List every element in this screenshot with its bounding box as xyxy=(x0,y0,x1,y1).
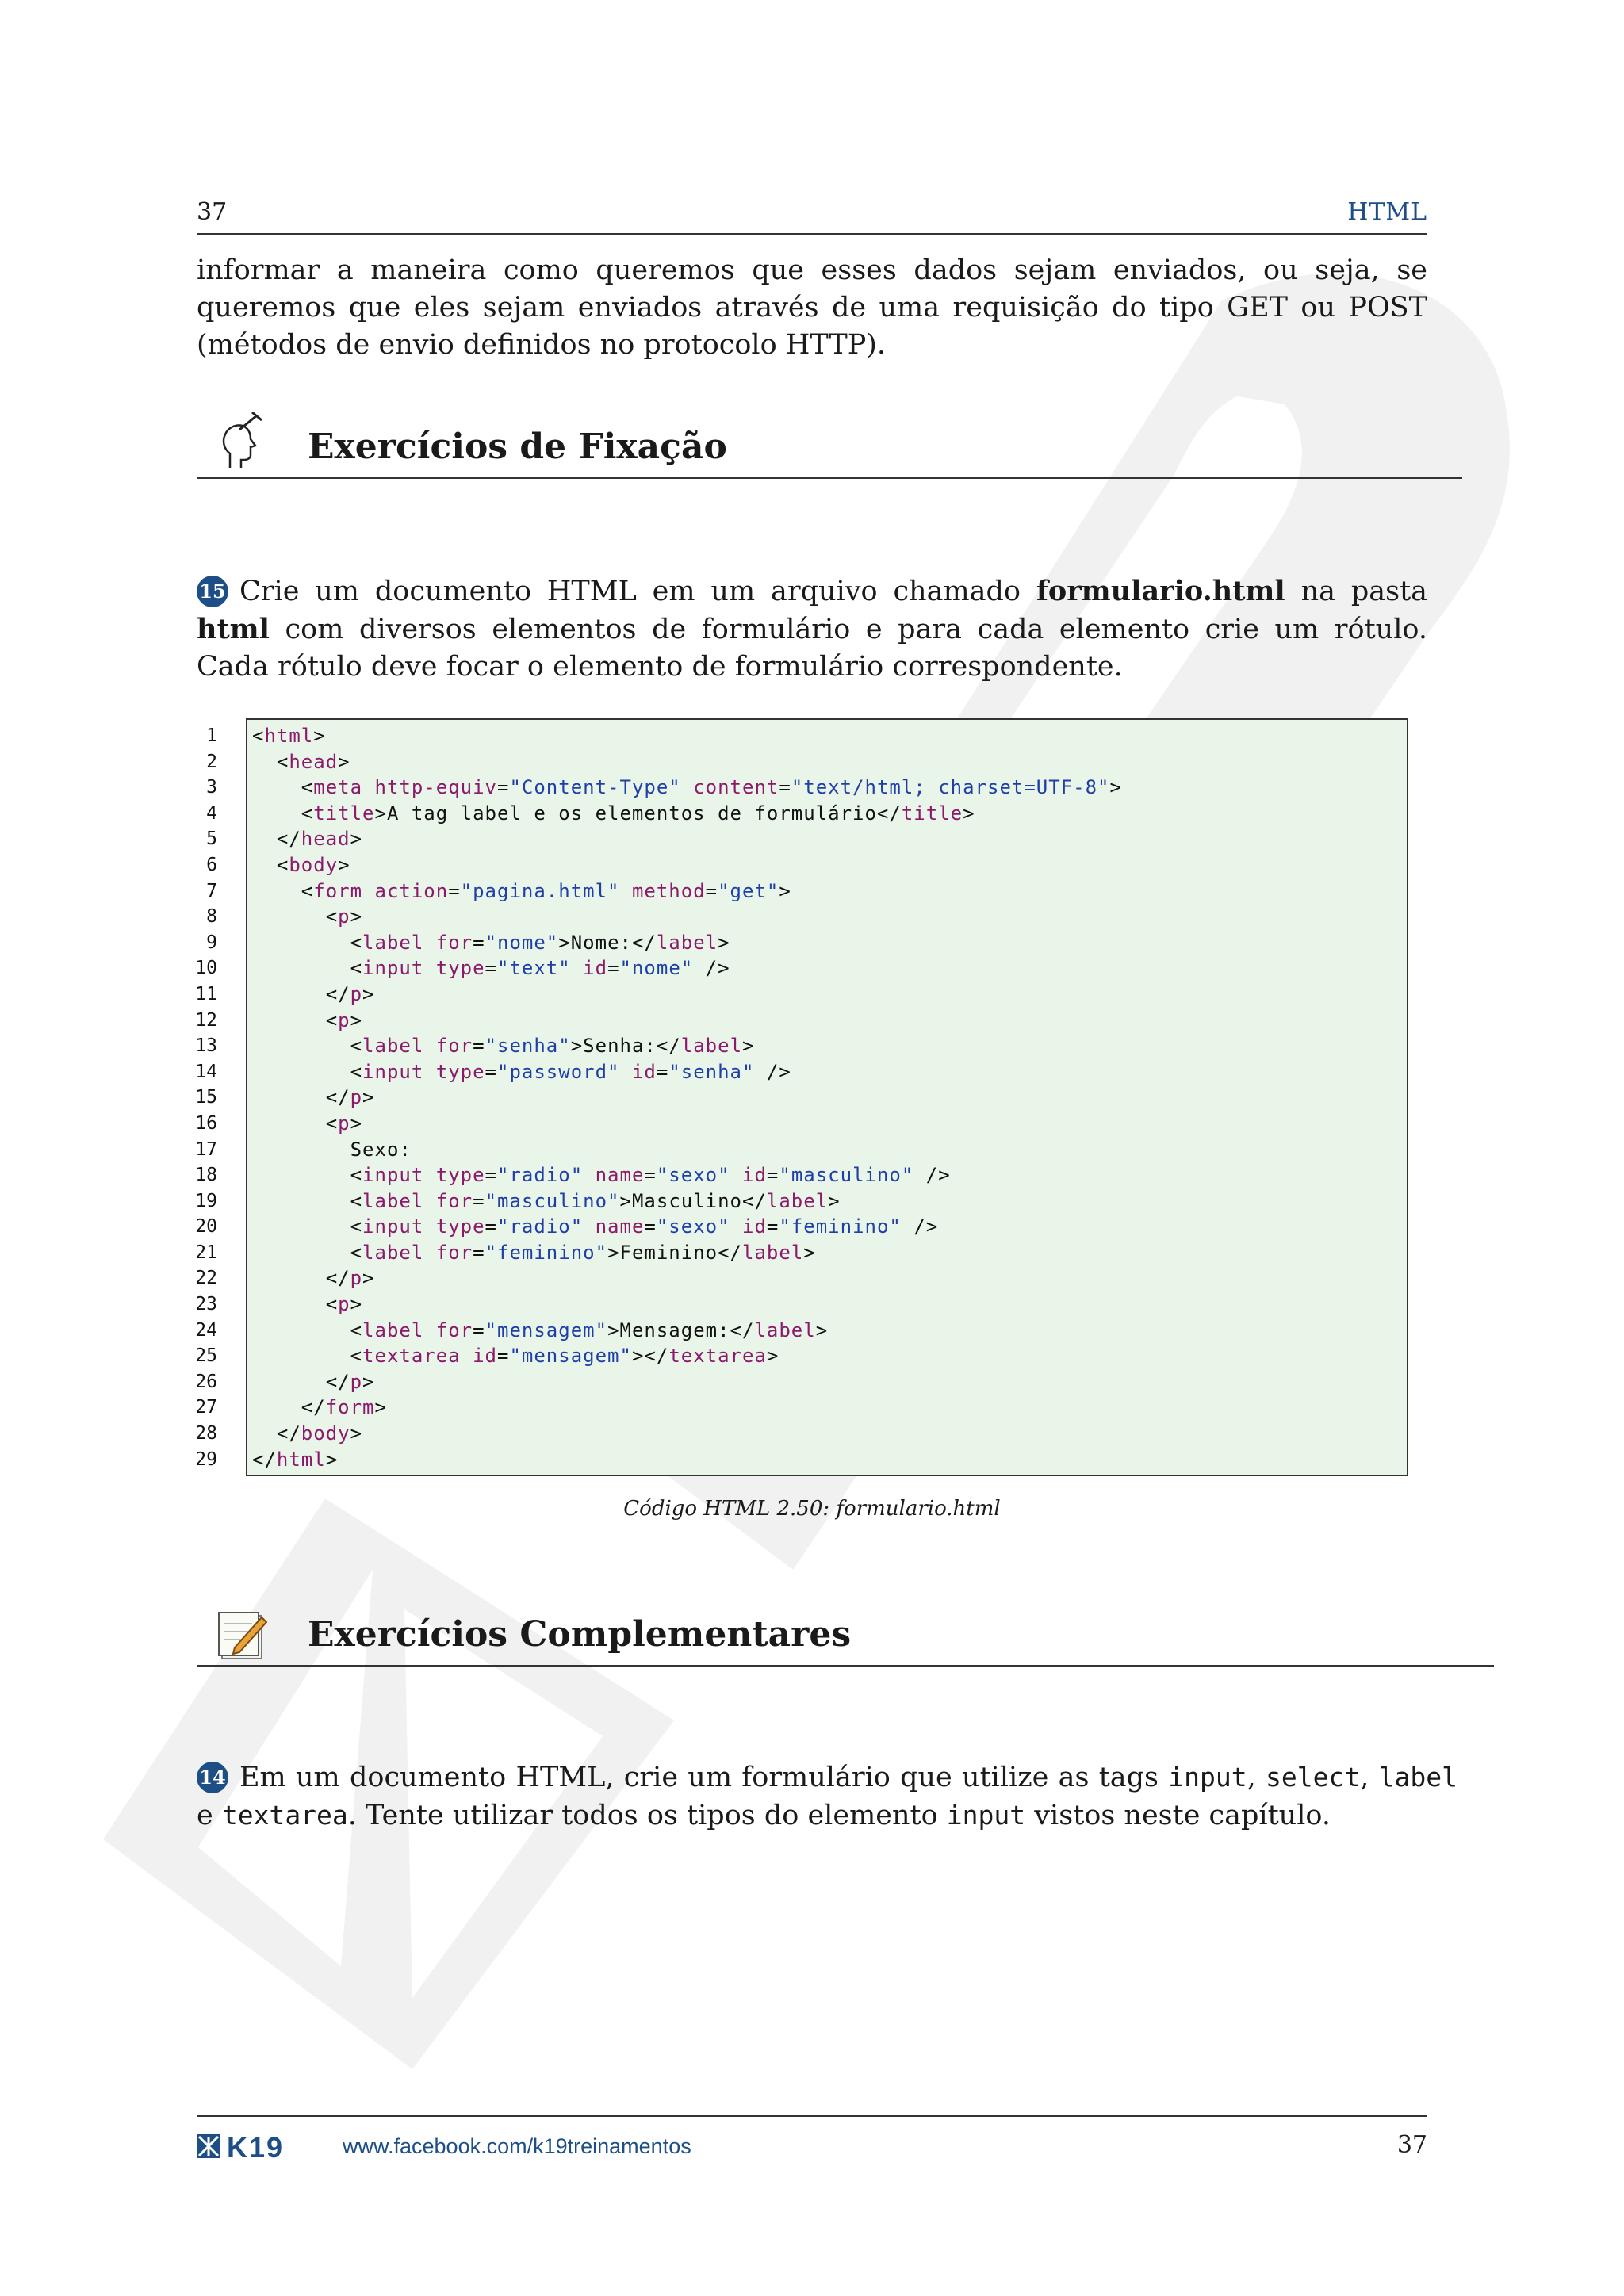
code-line: <label for="mensagem">Mensagem:</label> xyxy=(252,1318,829,1341)
code-line: <label for="masculino">Masculino</label> xyxy=(252,1189,841,1212)
footer-url[interactable]: www.facebook.com/k19treinamentos xyxy=(343,2134,691,2158)
code-line-number: 23 xyxy=(195,1294,217,1315)
notepad-pencil-icon xyxy=(213,1605,276,1668)
code-line: <label for="nome">Nome:</label> xyxy=(252,931,730,954)
code-line-number: 16 xyxy=(195,1112,217,1134)
footer-page-number: 37 xyxy=(1396,2131,1427,2159)
exercise-15 xyxy=(197,572,1427,686)
code-term: input xyxy=(946,1800,1026,1831)
code-line: <title>A tag label e os elementos de formulário</title> xyxy=(252,802,975,825)
intro-paragraph: informar a maneira como queremos que esses dados sejam enviados, ou seja, se queremos que eles sejam enviados através de uma requisição do tipo GET ou POST (métodos de envio definidos no protocolo HTTP). xyxy=(197,254,1427,361)
code-line: </p> xyxy=(252,1086,375,1109)
code-line: </body> xyxy=(252,1422,363,1445)
folder-name: html xyxy=(197,613,270,645)
code-line: <head> xyxy=(252,750,350,773)
code-line: <input type="text" id="nome" /> xyxy=(252,957,730,980)
code-line-number: 19 xyxy=(195,1190,217,1211)
code-line: <body> xyxy=(252,853,350,876)
code-line-number: 12 xyxy=(195,1009,217,1031)
code-line-number: 24 xyxy=(195,1319,217,1341)
code-line-number: 18 xyxy=(195,1165,217,1186)
exercise-text: , xyxy=(1360,1762,1379,1793)
file-name: formulario.html xyxy=(1036,575,1285,607)
head-hammer-icon xyxy=(213,412,276,476)
code-line-number: 27 xyxy=(195,1397,217,1418)
code-line-number: 26 xyxy=(195,1371,217,1392)
code-line: </p> xyxy=(252,1267,375,1290)
code-line: <form action="pagina.html" method="get"> xyxy=(252,879,791,902)
section-complementares xyxy=(197,1614,1494,1667)
code-line-number: 13 xyxy=(195,1035,217,1057)
code-line-number: 15 xyxy=(195,1087,217,1108)
exercise-text: , xyxy=(1247,1762,1266,1793)
code-line-number: 29 xyxy=(195,1448,217,1470)
exercise-text: e xyxy=(197,1800,222,1831)
code-line-number: 20 xyxy=(195,1216,217,1238)
code-line-number: 21 xyxy=(195,1242,217,1263)
svg-text:K19: K19 xyxy=(227,2133,285,2161)
code-line: <html> xyxy=(252,725,326,747)
code-line: <p> xyxy=(252,1008,363,1031)
code-line-numbers xyxy=(173,723,217,1472)
code-line-number: 4 xyxy=(206,802,217,824)
code-term: label xyxy=(1378,1762,1457,1793)
exercise-number-badge: 15 xyxy=(197,576,228,607)
section-title: Exercícios de Fixação xyxy=(308,427,727,467)
header-chapter-title: HTML xyxy=(1347,198,1427,226)
code-line: </html> xyxy=(252,1448,339,1471)
code-line-number: 3 xyxy=(206,777,217,798)
code-line-number: 22 xyxy=(195,1268,217,1289)
code-line: </p> xyxy=(252,982,375,1005)
code-line-number: 28 xyxy=(195,1423,217,1445)
exercise-text: Crie um documento HTML em um arquivo chamado xyxy=(239,576,1036,607)
code-line-number: 17 xyxy=(195,1138,217,1160)
exercise-14 xyxy=(197,1758,1457,1835)
code-line: <meta http-equiv="Content-Type" content="text/html; charset=UTF-8"> xyxy=(252,776,1122,799)
code-line-number: 5 xyxy=(206,828,217,850)
page-footer xyxy=(197,2115,1427,2161)
code-caption: Código HTML 2.50: formulario.html xyxy=(623,1497,1001,1521)
code-line-number: 14 xyxy=(195,1061,217,1082)
code-line: <label for="feminino">Feminino</label> xyxy=(252,1241,816,1264)
code-line-number: 6 xyxy=(206,854,217,875)
code-term: textarea xyxy=(221,1800,348,1831)
section-fixacao xyxy=(197,427,1462,479)
code-line: </form> xyxy=(252,1396,387,1419)
exercise-text: . Tente utilizar todos os tipos do elemento xyxy=(347,1800,947,1831)
header-page-number: 37 xyxy=(197,198,228,226)
code-line: Sexo: xyxy=(252,1138,412,1161)
code-line-number: 2 xyxy=(206,751,217,772)
exercise-text: com diversos elementos de formulário e para cada elemento crie um rótulo. Cada rótulo deve focar o elemento de formulário correspondente. xyxy=(197,614,1427,683)
code-line: <input type="password" id="senha" /> xyxy=(252,1060,791,1083)
code-line-number: 25 xyxy=(195,1345,217,1367)
code-line: <p> xyxy=(252,905,363,928)
code-line: <p> xyxy=(252,1112,363,1135)
code-line-number: 11 xyxy=(195,983,217,1004)
code-line: <p> xyxy=(252,1293,363,1316)
code-lines xyxy=(252,723,1122,1472)
code-line: </p> xyxy=(252,1370,375,1393)
code-term: select xyxy=(1266,1762,1361,1793)
code-term: input xyxy=(1168,1762,1247,1793)
code-line-number: 9 xyxy=(206,932,217,953)
code-line: </head> xyxy=(252,828,363,851)
exercise-text: na pasta xyxy=(1285,576,1428,607)
page-header xyxy=(197,198,1427,235)
code-line: <input type="radio" name="sexo" id="feminino" /> xyxy=(252,1215,939,1238)
section-title: Exercícios Complementares xyxy=(308,1614,852,1655)
code-line: <label for="senha">Senha:</label> xyxy=(252,1035,755,1058)
k19-logo xyxy=(197,2133,324,2161)
code-line-number: 10 xyxy=(195,958,217,979)
exercise-text: Em um documento HTML, crie um formulário que utilize as tags xyxy=(239,1762,1169,1793)
code-line: <input type="radio" name="sexo" id="masculino" /> xyxy=(252,1164,951,1187)
exercise-text: vistos neste capítulo. xyxy=(1025,1800,1331,1831)
exercise-number-badge: 14 xyxy=(197,1762,228,1793)
code-line-number: 7 xyxy=(206,880,217,901)
code-line: <textarea id="mensagem"></textarea> xyxy=(252,1345,779,1368)
code-line-number: 8 xyxy=(206,906,217,928)
code-line-number: 1 xyxy=(206,725,217,746)
